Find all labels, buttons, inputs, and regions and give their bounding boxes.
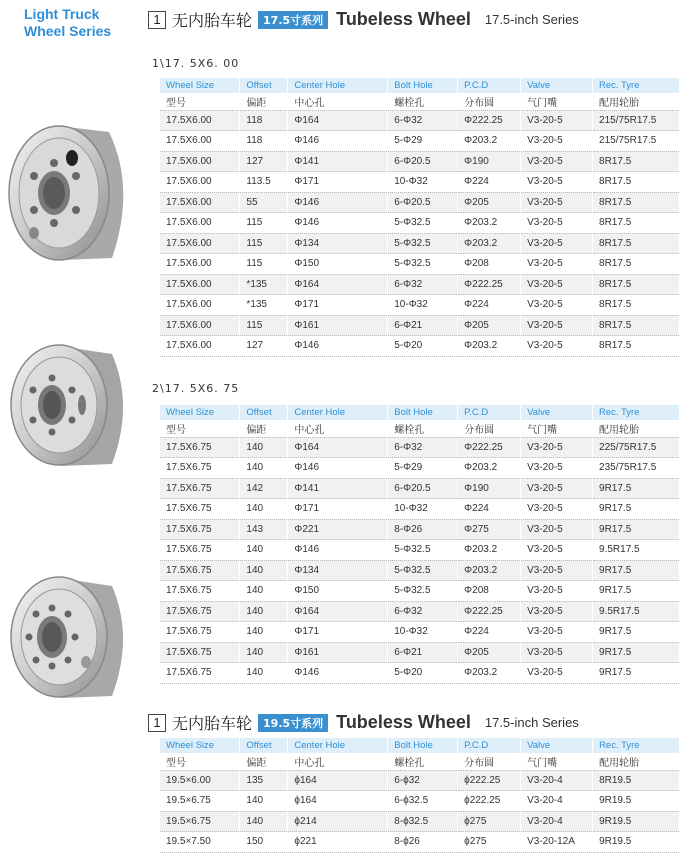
table-cell: 5-Φ32.5 [388,233,458,254]
table-cell: 17.5X6.75 [160,458,240,479]
table-cell: V3-20-5 [521,478,593,499]
table-cell: 8R17.5 [593,151,680,172]
table-cell: 6-Φ32 [388,437,458,458]
table-cell: 17.5X6.75 [160,663,240,684]
table-cell: 6-ϕ32.5 [388,791,458,812]
table-cell: Φ171 [288,499,388,520]
table-row [160,295,680,316]
table-cell: 17.5X6.75 [160,601,240,622]
table-cell: V3-20-5 [521,663,593,684]
table-cell: 17.5X6.00 [160,172,240,193]
column-header: Bolt Hole [388,738,458,753]
table-cell: Φ208 [458,581,521,602]
table-cell: Φ224 [458,499,521,520]
table-cell: V3-20-5 [521,642,593,663]
table-cell: Φ164 [288,437,388,458]
table-cell: 6-Φ32 [388,110,458,131]
table-cell: Φ150 [288,581,388,602]
table-cell: 9R17.5 [593,622,680,643]
table-cell: 5-Φ20 [388,336,458,357]
table-cell: V3-20-5 [521,254,593,275]
table-row [160,478,680,499]
spec-table-17-5x6-75 [160,405,680,684]
section-header-17-5 [148,8,579,31]
table-cell: Φ146 [288,336,388,357]
table-cell: 140 [240,437,288,458]
column-header-cn: 螺栓孔 [388,93,458,110]
table-cell: 9R17.5 [593,642,680,663]
column-header-cn: 分布圆 [458,753,521,770]
table-cell: V3-20-5 [521,213,593,234]
table-cell: 17.5X6.00 [160,274,240,295]
table-cell: 17.5X6.00 [160,295,240,316]
column-header-cn: 分布圆 [458,93,521,110]
section-cn-title: 无内胎车轮 [172,714,253,733]
table-cell: 215/75R17.5 [593,131,680,152]
table-header-row-cn [160,753,680,770]
table-cell: Φ190 [458,478,521,499]
table-cell: V3-20-5 [521,274,593,295]
table-cell: 17.5X6.75 [160,499,240,520]
table-cell: 17.5X6.00 [160,315,240,336]
table-cell: 8R17.5 [593,295,680,316]
table-row [160,663,680,684]
table-cell: Φ224 [458,295,521,316]
table-cell: 8-ϕ26 [388,832,458,853]
series-title [24,6,111,40]
table-cell: Φ203.2 [458,336,521,357]
table-row [160,540,680,561]
table-cell: V3-20-5 [521,581,593,602]
table-cell: Φ134 [288,233,388,254]
column-header-cn: 中心孔 [288,753,388,770]
table-cell: Φ203.2 [458,663,521,684]
table-row [160,315,680,336]
column-header: Center Hole [288,405,388,420]
table-cell: 6-Φ20.5 [388,151,458,172]
table-cell: 17.5X6.75 [160,437,240,458]
table-cell: 140 [240,642,288,663]
table-cell: 9R17.5 [593,663,680,684]
table-cell: ϕ222.25 [458,770,521,791]
table-cell: 135 [240,770,288,791]
table-cell: V3-20-5 [521,233,593,254]
table-cell: 17.5X6.75 [160,540,240,561]
table-cell: 140 [240,791,288,812]
table-cell: Φ190 [458,151,521,172]
table-cell: Φ203.2 [458,540,521,561]
subsection-label-6-00: 1\17. 5X6. 00 [152,57,240,70]
table-cell: 17.5X6.00 [160,151,240,172]
table-header-row-cn [160,420,680,437]
table-row [160,151,680,172]
table-cell: 8R17.5 [593,172,680,193]
table-row [160,581,680,602]
table-cell: 10-Φ32 [388,295,458,316]
table-row [160,274,680,295]
table-cell: Φ222.25 [458,110,521,131]
table-cell: 55 [240,192,288,213]
table-cell: 6-Φ21 [388,642,458,663]
table-cell: V3-20-5 [521,315,593,336]
column-header-cn: 气门嘴 [521,420,593,437]
table-cell: 115 [240,213,288,234]
column-header-cn: 螺栓孔 [388,753,458,770]
section-en-title: Tubeless Wheel [336,712,471,732]
table-row [160,642,680,663]
table-cell: 9R17.5 [593,478,680,499]
table-cell: 118 [240,110,288,131]
table-cell: 10-Φ32 [388,172,458,193]
table-row [160,622,680,643]
table-cell: Φ205 [458,315,521,336]
table-cell: 140 [240,622,288,643]
table-cell: V3-20-5 [521,172,593,193]
column-header-cn: 气门嘴 [521,93,593,110]
table-cell: 17.5X6.75 [160,581,240,602]
table-cell: 19.5×6.00 [160,770,240,791]
table-cell: 5-Φ32.5 [388,581,458,602]
table-cell: 127 [240,336,288,357]
column-header: P.C.D [458,738,521,753]
table-cell: ϕ275 [458,832,521,853]
table-header-row-en [160,738,680,753]
table-cell: 6-Φ32 [388,274,458,295]
table-cell: 140 [240,581,288,602]
table-header-row-en [160,405,680,420]
table-cell: 17.5X6.75 [160,622,240,643]
table-cell: 113.5 [240,172,288,193]
table-cell: 8R17.5 [593,315,680,336]
table-cell: Φ203.2 [458,560,521,581]
table-cell: 8R17.5 [593,336,680,357]
column-header: Rec. Tyre [593,405,680,420]
table-cell: 140 [240,811,288,832]
table-cell: 8-ϕ32.5 [388,811,458,832]
table-cell: 5-Φ29 [388,458,458,479]
table-cell: Φ161 [288,642,388,663]
table-cell: 19.5×6.75 [160,811,240,832]
table-cell: 115 [240,315,288,336]
column-header: Valve [521,738,593,753]
table-cell: Φ205 [458,642,521,663]
column-header-cn: 型号 [160,420,240,437]
table-cell: Φ141 [288,151,388,172]
column-header-cn: 螺栓孔 [388,420,458,437]
table-cell: 8-Φ26 [388,519,458,540]
section-en-subtitle: 17.5-inch Series [484,12,579,27]
table-cell: 140 [240,540,288,561]
table-cell: 17.5X6.00 [160,131,240,152]
section-cn-title: 无内胎车轮 [172,11,253,30]
table-row [160,519,680,540]
table-cell: V3-20-4 [521,791,593,812]
table-cell: 6-ϕ32 [388,770,458,791]
series-badge: 17.5寸系列 [258,11,328,29]
section-number: 1 [148,11,166,29]
section-number: 1 [148,714,166,732]
table-cell: 115 [240,233,288,254]
table-row [160,131,680,152]
table-cell: 9R19.5 [593,791,680,812]
table-cell: Φ164 [288,274,388,295]
table-cell: 5-Φ32.5 [388,540,458,561]
column-header-cn: 偏距 [240,420,288,437]
table-cell: 17.5X6.75 [160,478,240,499]
column-header: Bolt Hole [388,405,458,420]
table-cell: Φ203.2 [458,213,521,234]
column-header-cn: 型号 [160,753,240,770]
table-cell: 140 [240,458,288,479]
table-cell: 10-Φ32 [388,499,458,520]
table-cell: Φ208 [458,254,521,275]
table-cell: V3-20-5 [521,437,593,458]
table-cell: 150 [240,832,288,853]
table-cell: Φ222.25 [458,601,521,622]
table-cell: V3-20-12A [521,832,593,853]
spec-table-19-5 [160,738,680,853]
table-cell: 6-Φ20.5 [388,192,458,213]
table-cell: 9R19.5 [593,832,680,853]
table-cell: 9R17.5 [593,519,680,540]
table-cell: Φ150 [288,254,388,275]
column-header-cn: 中心孔 [288,93,388,110]
table-cell: 8R17.5 [593,192,680,213]
table-cell: 118 [240,131,288,152]
table-cell: 17.5X6.00 [160,336,240,357]
column-header: Center Hole [288,78,388,93]
table-cell: 5-Φ32.5 [388,560,458,581]
table-cell: 9R19.5 [593,811,680,832]
table-cell: 17.5X6.75 [160,560,240,581]
column-header: P.C.D [458,78,521,93]
table-row [160,213,680,234]
column-header: Rec. Tyre [593,738,680,753]
table-cell: Φ146 [288,663,388,684]
table-cell: Φ146 [288,458,388,479]
table-cell: Φ203.2 [458,131,521,152]
table-cell: 8R17.5 [593,233,680,254]
table-row [160,110,680,131]
table-cell: Φ164 [288,601,388,622]
column-header: Wheel Size [160,738,240,753]
table-cell: 17.5X6.75 [160,519,240,540]
series-title-line1: Light Truck [24,6,100,22]
table-cell: Φ164 [288,110,388,131]
table-cell: 8R17.5 [593,213,680,234]
table-cell: Φ224 [458,172,521,193]
table-cell: 142 [240,478,288,499]
table-row [160,560,680,581]
table-cell: V3-20-5 [521,110,593,131]
table-cell: Φ171 [288,172,388,193]
section-en-title: Tubeless Wheel [336,9,471,29]
table-cell: 5-Φ32.5 [388,213,458,234]
column-header: Valve [521,78,593,93]
table-cell: Φ146 [288,192,388,213]
table-cell: Φ203.2 [458,233,521,254]
table-cell: V3-20-5 [521,151,593,172]
table-cell: V3-20-5 [521,540,593,561]
table-row [160,458,680,479]
table-row [160,172,680,193]
table-cell: *135 [240,295,288,316]
table-cell: V3-20-5 [521,192,593,213]
table-cell: 5-Φ32.5 [388,254,458,275]
steel-wheel-image-1 [4,118,144,268]
table-cell: Φ203.2 [458,458,521,479]
table-cell: ϕ221 [288,832,388,853]
table-cell: ϕ214 [288,811,388,832]
table-cell: 235/75R17.5 [593,458,680,479]
table-row [160,254,680,275]
table-cell: ϕ275 [458,811,521,832]
table-cell: 9R17.5 [593,581,680,602]
table-cell: Φ171 [288,295,388,316]
table-cell: *135 [240,274,288,295]
table-row [160,192,680,213]
table-cell: ϕ164 [288,770,388,791]
table-cell: V3-20-5 [521,622,593,643]
table-cell: Φ141 [288,478,388,499]
table-cell: 10-Φ32 [388,622,458,643]
table-cell: V3-20-4 [521,811,593,832]
table-cell: 9.5R17.5 [593,601,680,622]
table-cell: 17.5X6.00 [160,254,240,275]
table-cell: Φ221 [288,519,388,540]
column-header: Offset [240,738,288,753]
column-header: Bolt Hole [388,78,458,93]
column-header: Rec. Tyre [593,78,680,93]
table-cell: 6-Φ20.5 [388,478,458,499]
table-cell: Φ146 [288,213,388,234]
table-row [160,811,680,832]
table-cell: 8R17.5 [593,274,680,295]
table-row [160,601,680,622]
column-header-cn: 分布圆 [458,420,521,437]
table-cell: 6-Φ32 [388,601,458,622]
table-cell: Φ171 [288,622,388,643]
subsection-label-6-75: 2\17. 5X6. 75 [152,382,240,395]
table-cell: V3-20-5 [521,336,593,357]
table-cell: 17.5X6.00 [160,233,240,254]
table-cell: 6-Φ21 [388,315,458,336]
table-cell: Φ146 [288,131,388,152]
series-title-line2: Wheel Series [24,23,112,39]
table-cell: ϕ222.25 [458,791,521,812]
column-header-cn: 型号 [160,93,240,110]
column-header: P.C.D [458,405,521,420]
table-cell: 9R17.5 [593,560,680,581]
column-header-cn: 配用轮胎 [593,753,680,770]
table-cell: V3-20-5 [521,601,593,622]
table-cell: 9.5R17.5 [593,540,680,561]
column-header: Wheel Size [160,405,240,420]
column-header-cn: 偏距 [240,93,288,110]
table-cell: 115 [240,254,288,275]
column-header-cn: 配用轮胎 [593,420,680,437]
column-header: Center Hole [288,738,388,753]
table-cell: Φ275 [458,519,521,540]
table-cell: 17.5X6.75 [160,642,240,663]
section-header-19-5 [148,711,579,734]
table-cell: 19.5×6.75 [160,791,240,812]
table-cell: V3-20-5 [521,295,593,316]
column-header-cn: 偏距 [240,753,288,770]
table-row [160,791,680,812]
table-cell: Φ205 [458,192,521,213]
table-cell: V3-20-5 [521,131,593,152]
table-cell: V3-20-5 [521,499,593,520]
table-cell: ϕ164 [288,791,388,812]
table-cell: 215/75R17.5 [593,110,680,131]
table-cell: 17.5X6.00 [160,213,240,234]
table-cell: 17.5X6.00 [160,192,240,213]
column-header-cn: 气门嘴 [521,753,593,770]
table-cell: Φ224 [458,622,521,643]
table-cell: 8R17.5 [593,254,680,275]
table-cell: Φ222.25 [458,437,521,458]
steel-wheel-image-3 [4,572,139,702]
table-cell: 17.5X6.00 [160,110,240,131]
table-cell: 19.5×7.50 [160,832,240,853]
table-cell: 5-Φ29 [388,131,458,152]
table-cell: V3-20-5 [521,560,593,581]
column-header: Offset [240,405,288,420]
series-badge: 19.5寸系列 [258,714,328,732]
table-cell: V3-20-4 [521,770,593,791]
table-cell: 225/75R17.5 [593,437,680,458]
table-cell: 5-Φ20 [388,663,458,684]
table-header-row-cn [160,93,680,110]
table-row [160,770,680,791]
column-header: Wheel Size [160,78,240,93]
table-cell: 140 [240,560,288,581]
steel-wheel-image-2 [4,340,139,470]
table-row [160,499,680,520]
table-cell: 140 [240,601,288,622]
table-row [160,832,680,853]
column-header-cn: 中心孔 [288,420,388,437]
table-cell: 127 [240,151,288,172]
table-row [160,233,680,254]
table-cell: Φ222.25 [458,274,521,295]
column-header-cn: 配用轮胎 [593,93,680,110]
table-cell: V3-20-5 [521,519,593,540]
table-cell: Φ134 [288,560,388,581]
column-header: Offset [240,78,288,93]
table-row [160,437,680,458]
table-row [160,336,680,357]
table-cell: V3-20-5 [521,458,593,479]
table-header-row-en [160,78,680,93]
table-cell: Φ161 [288,315,388,336]
spec-table-17-5x6-00 [160,78,680,357]
column-header: Valve [521,405,593,420]
table-cell: 8R19.5 [593,770,680,791]
table-cell: 140 [240,663,288,684]
section-en-subtitle: 17.5-inch Series [484,715,579,730]
table-cell: Φ146 [288,540,388,561]
table-cell: 9R17.5 [593,499,680,520]
table-cell: 140 [240,499,288,520]
table-cell: 143 [240,519,288,540]
